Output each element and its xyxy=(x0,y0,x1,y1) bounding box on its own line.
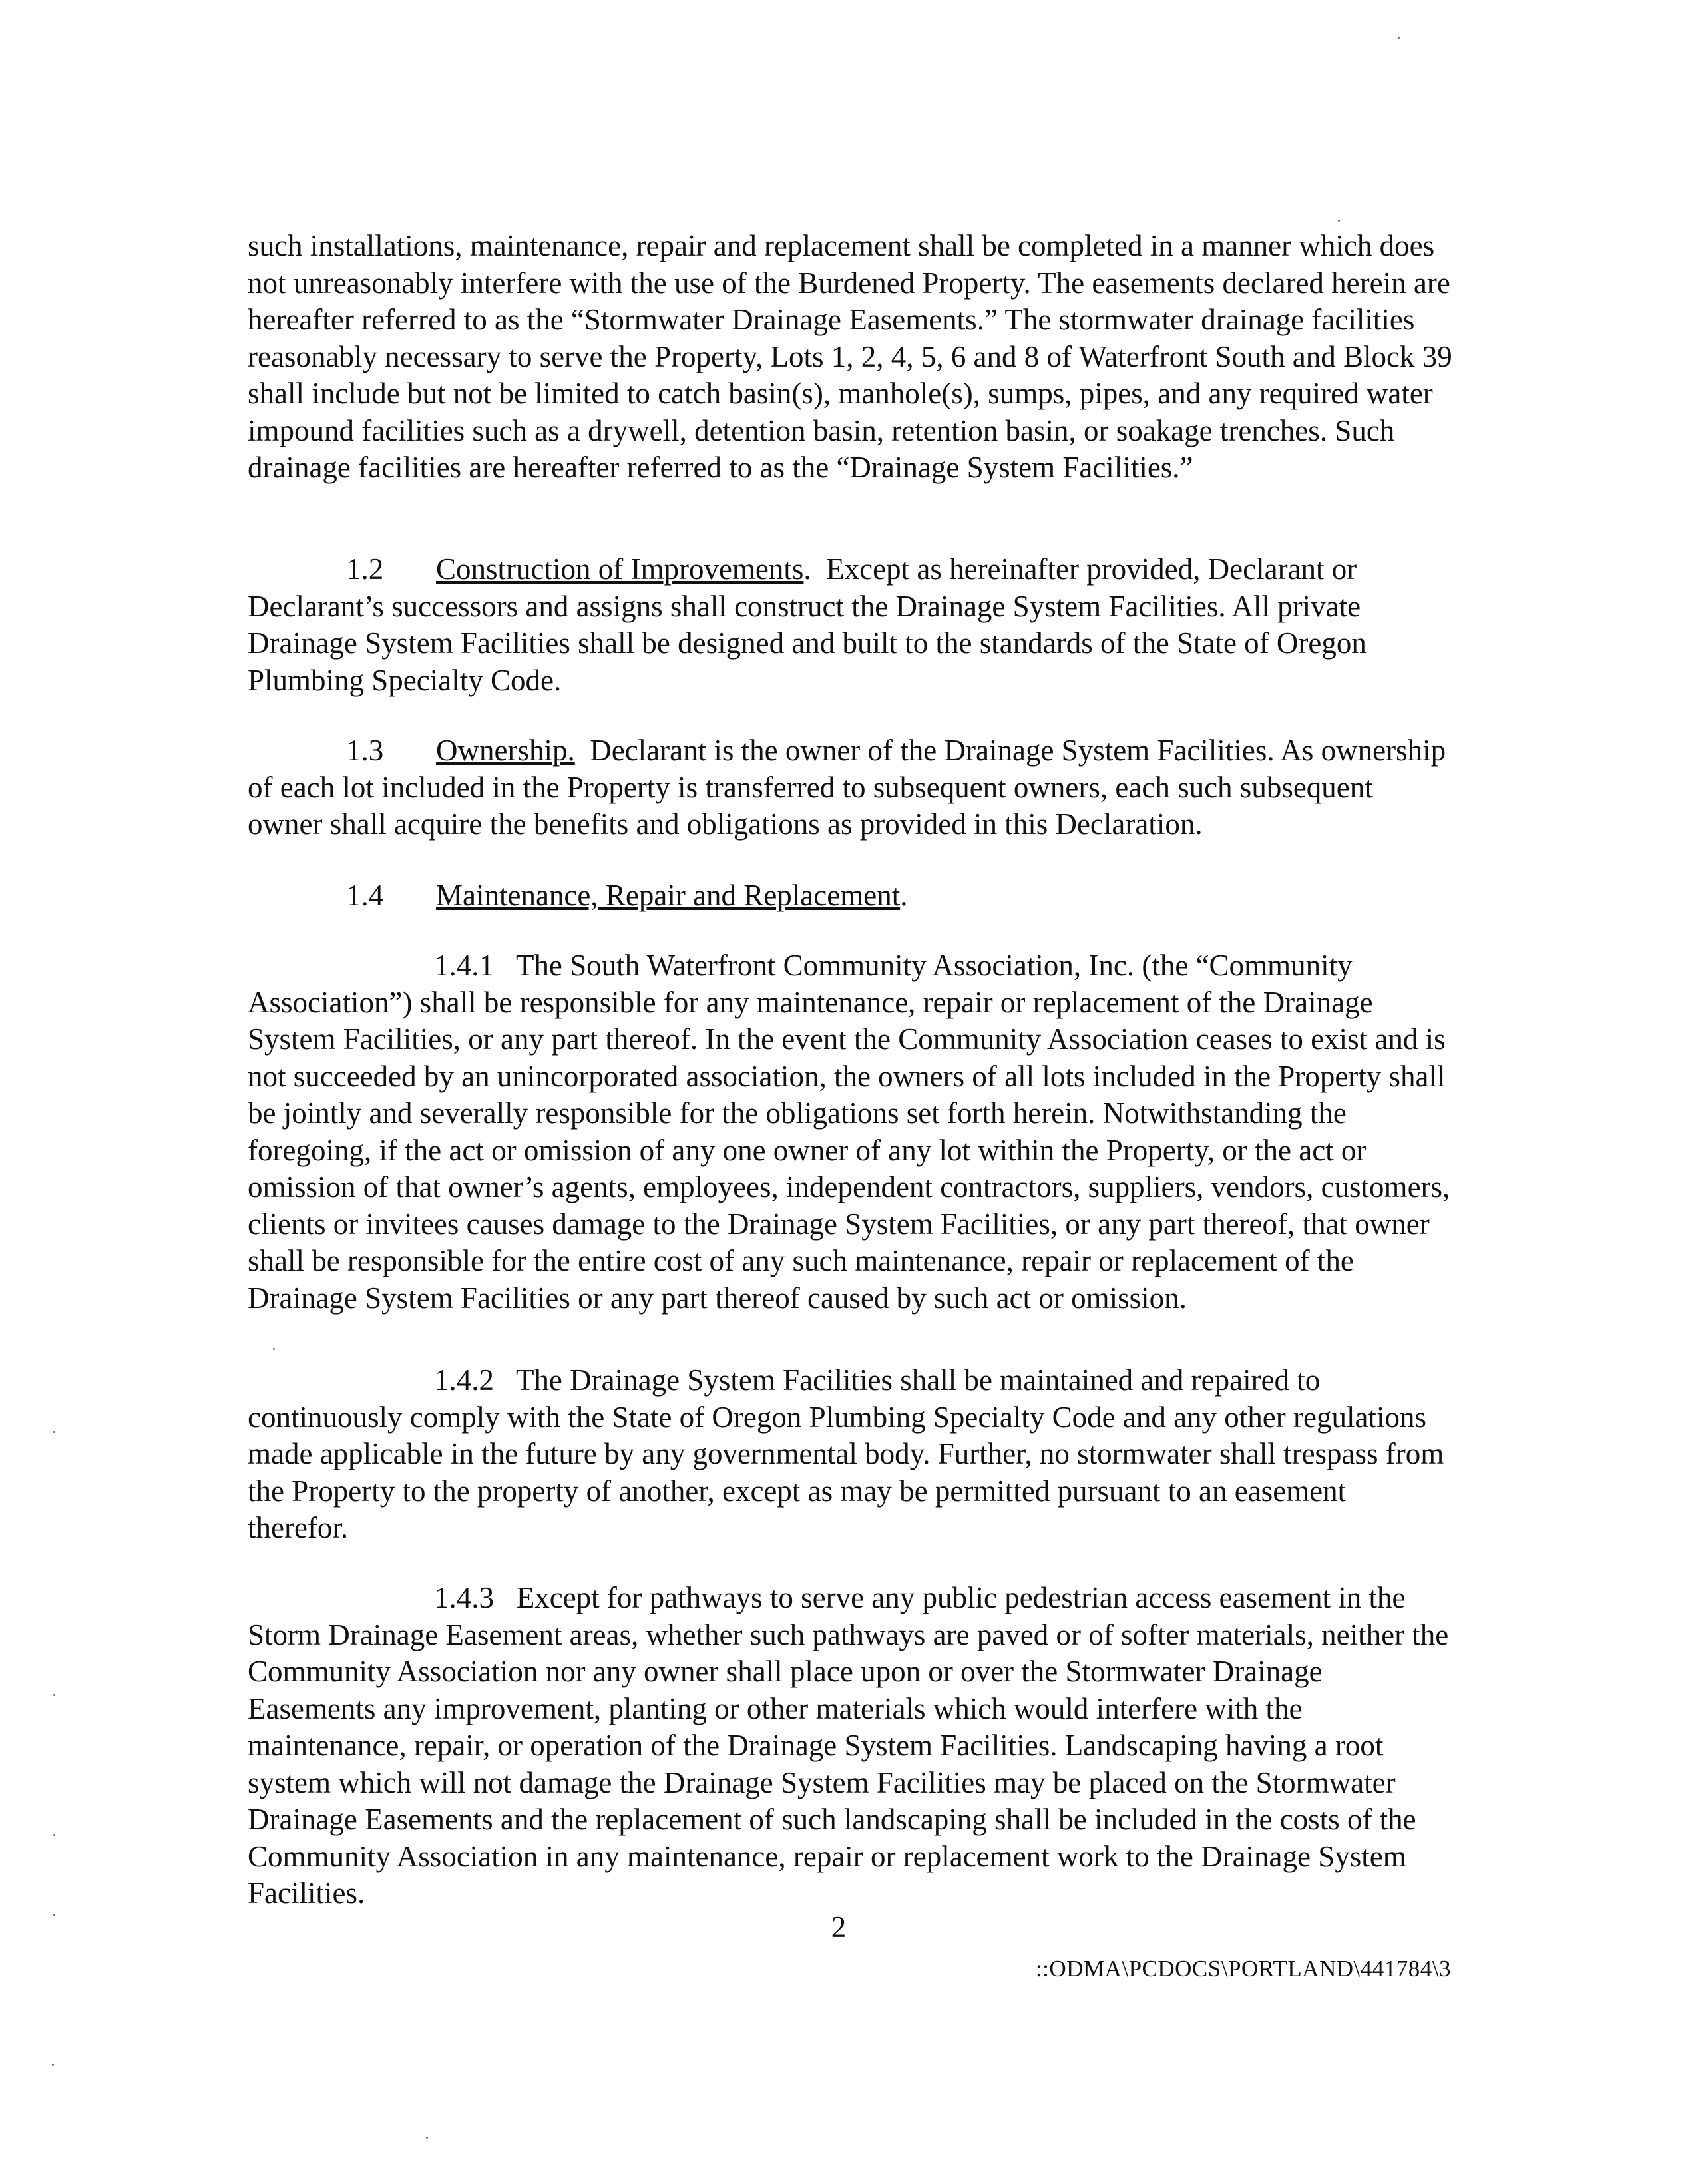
scan-speck xyxy=(1398,37,1400,39)
scan-speck xyxy=(53,1914,55,1916)
scan-speck xyxy=(53,1694,55,1696)
section-text: Declarant is the owner of the Drainage System Facilities. As ownership of each lot included in the Property is transferred to subsequent owners, each such subsequent owner shall acquire the benefits and obligations as provided in this Declaration. xyxy=(248,734,1446,841)
page-number: 2 xyxy=(831,1910,847,1944)
section-number: 1.4 xyxy=(346,879,384,912)
section-heading: Construction of Improvements xyxy=(436,552,804,586)
section-heading-punct: . xyxy=(900,879,908,912)
scan-speck xyxy=(53,1834,55,1836)
subsection-1-4-1 xyxy=(248,947,1452,1317)
subsection-number: 1.4.3 xyxy=(434,1581,494,1614)
section-text: Except as hereinafter provided, Declarant or Declarant’s successors and assigns shall construct the Drainage System Facilities. All private Drainage System Facilities shall be designed and built to the standards of the State of Oregon Plumbing Specialty Code. xyxy=(248,552,1367,697)
section-number: 1.3 xyxy=(346,734,384,767)
document-id: ::ODMA\PCDOCS\PORTLAND\441784\3 xyxy=(1035,1956,1451,1982)
subsection-text: The Drainage System Facilities shall be maintained and repaired to continuously comply with the State of Oregon Plumbing Specialty Code and any other regulations made applicable in the future by any governmental body. Further, no stormwater shall trespass from the Property to the property of another, except as may be permitted pursuant to an easement therefor. xyxy=(248,1363,1444,1544)
subsection-1-4-3 xyxy=(248,1580,1452,1912)
section-number: 1.2 xyxy=(346,552,384,586)
section-heading: Maintenance, Repair and Replacement xyxy=(436,879,901,912)
subsection-1-4-2 xyxy=(248,1362,1452,1547)
intro-paragraph: such installations, maintenance, repair and replacement shall be completed in a manner which does not unreasonably interfere with the use of the Burdened Property. The easements declared herein are hereafter referred to as the “Stormwater Drainage Easements.” The stormwater drainage facilities reasonably necessary to serve the Property, Lots 1, 2, 4, 5, 6 and 8 of Waterfront South and Block 39 shall include but not be limited to catch basin(s), manhole(s), sumps, pipes, and any required water impound facilities such as a drywell, detention basin, retention basin, or soakage trenches. Such drainage facilities are hereafter referred to as the “Drainage System Facilities.” xyxy=(248,229,1452,484)
scan-speck xyxy=(426,2137,428,2139)
section-1-3 xyxy=(248,732,1452,843)
scan-speck xyxy=(53,1431,55,1433)
section-1-2 xyxy=(248,551,1452,699)
section-heading: Ownership. xyxy=(436,734,575,767)
section-heading-punct: . xyxy=(803,552,811,586)
scan-speck xyxy=(52,2064,54,2066)
section-1-4 xyxy=(248,877,1452,915)
subsection-text: The South Waterfront Community Association, Inc. (the “Community Association”) shall be responsible for any maintenance, repair or replacement of the Drainage System Facilities, or any part thereof. In the event the Community Association ceases to exist and is not succeeded by an unincorporated association, the owners of all lots included in the Property shall be jointly and severally responsible for the obligations set forth herein. Notwithstanding the foregoing, if the act or omission of any one owner of any lot within the Property, or the act or omission of that owner’s agents, employees, independent contractors, suppliers, vendors, customers, clients or invitees causes damage to the Drainage System Facilities, or any part thereof, that owner shall be responsible for the entire cost of any such maintenance, repair or replacement of the Drainage System Facilities or any part thereof caused by such act or omission. xyxy=(248,949,1450,1315)
scan-speck xyxy=(273,1348,275,1350)
subsection-text: Except for pathways to serve any public pedestrian access easement in the Storm Drainage Easement areas, whether such pathways are paved or of softer materials, neither the Community Association nor any owner shall place upon or over the Stormwater Drainage Easements any improvement, planting or other materials which would interfere with the maintenance, repair, or operation of the Drainage System Facilities. Landscaping having a root system which will not damage the Drainage System Facilities may be placed on the Stormwater Drainage Easements and the replacement of such landscaping shall be included in the costs of the Community Association in any maintenance, repair or replacement work to the Drainage System Facilities. xyxy=(248,1581,1449,1910)
subsection-number: 1.4.1 xyxy=(434,949,494,982)
scan-speck xyxy=(1338,220,1340,222)
subsection-number: 1.4.2 xyxy=(434,1363,494,1397)
